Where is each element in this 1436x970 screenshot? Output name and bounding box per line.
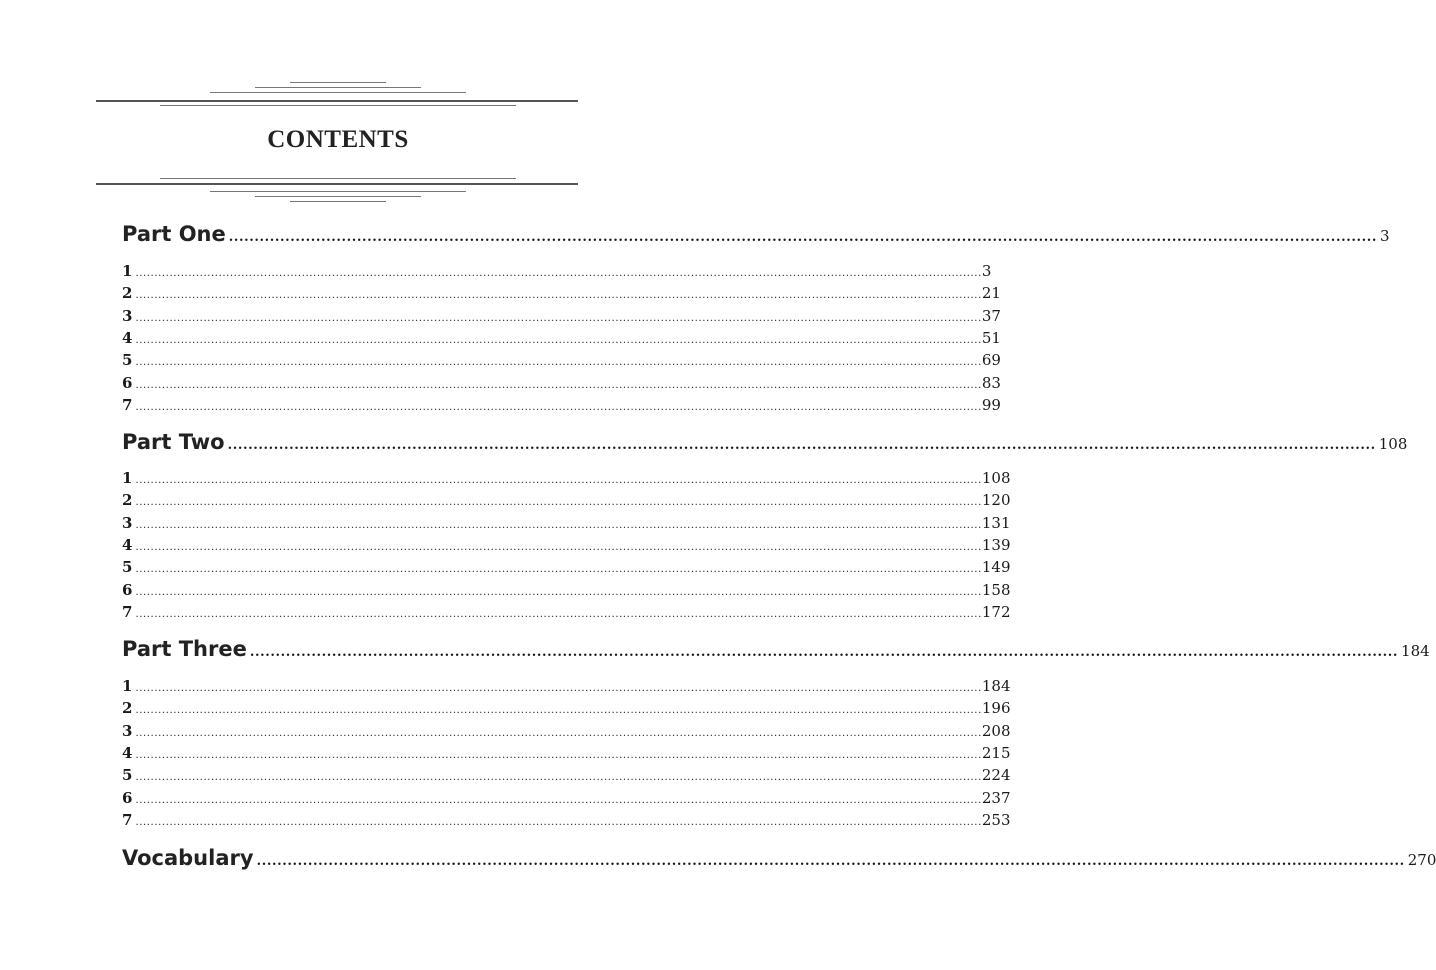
- toc-chapter-entry[interactable]: [122, 328, 1001, 347]
- toc-chapter-entry[interactable]: [122, 721, 1011, 740]
- toc-chapter-entry[interactable]: [122, 262, 992, 280]
- chapter-number: 5: [122, 558, 133, 577]
- page-number: 196: [981, 699, 1011, 718]
- chapter-number: 6: [122, 580, 133, 599]
- page-number: 139: [981, 535, 1011, 554]
- toc-chapter-entry[interactable]: [122, 788, 1011, 807]
- section-title: Part Two: [122, 430, 225, 454]
- chapter-number: 2: [122, 491, 133, 510]
- toc-chapter-entry[interactable]: [122, 766, 1011, 785]
- page-number: 108: [1378, 435, 1408, 453]
- dot-leader: ................................................................................................................................................................................................................................: [135, 401, 982, 413]
- section-title: Part One: [122, 222, 226, 246]
- dot-leader: ................................................................................................................................................................................................................................: [135, 312, 982, 324]
- dot-leader: ................................................................................................................................................................................................................................: [249, 645, 1399, 660]
- toc-chapter-entry[interactable]: [122, 677, 1011, 695]
- dot-leader: ................................................................................................................................................................................................................................: [135, 334, 982, 346]
- dot-leader: ................................................................................................................................................................................................................................: [135, 705, 982, 717]
- toc-chapter-entry[interactable]: [122, 810, 1011, 829]
- chapter-number: 3: [122, 513, 133, 532]
- toc-chapter-entry[interactable]: [122, 743, 1011, 762]
- chapter-number: 1: [122, 677, 133, 695]
- dot-leader: ................................................................................................................................................................................................................................: [135, 816, 982, 828]
- chapter-number: 4: [122, 743, 133, 762]
- toc-chapter-entry[interactable]: [122, 535, 1011, 554]
- chapter-number: 4: [122, 535, 133, 554]
- toc-chapter-entry[interactable]: [122, 284, 1001, 303]
- toc-chapter-entry[interactable]: [122, 469, 1011, 487]
- toc-chapter-entry[interactable]: [122, 558, 1011, 577]
- chapter-number: 6: [122, 788, 133, 807]
- dot-leader: ................................................................................................................................................................................................................................: [135, 497, 982, 509]
- dot-leader: ................................................................................................................................................................................................................................: [135, 772, 982, 784]
- dot-leader: ................................................................................................................................................................................................................................: [135, 608, 982, 620]
- page-number: 99: [981, 395, 1001, 414]
- toc-chapter-entry[interactable]: [122, 351, 1001, 370]
- page-number: 215: [981, 743, 1011, 762]
- page-number: 224: [981, 766, 1011, 785]
- dot-leader: ................................................................................................................................................................................................................................: [135, 379, 982, 391]
- chapter-number: 7: [122, 602, 133, 621]
- dot-leader: ................................................................................................................................................................................................................................: [135, 541, 982, 553]
- page-number: 69: [981, 351, 1001, 370]
- page-number: 120: [981, 491, 1011, 510]
- dot-leader: ................................................................................................................................................................................................................................: [135, 290, 982, 302]
- chapter-number: 3: [122, 721, 133, 740]
- chapter-number: 7: [122, 810, 133, 829]
- dot-leader: ................................................................................................................................................................................................................................: [135, 519, 982, 531]
- page-title: CONTENTS: [267, 126, 409, 153]
- chapter-number: 2: [122, 284, 133, 303]
- dot-leader: ................................................................................................................................................................................................................................: [135, 357, 982, 369]
- section-title: Part Three: [122, 637, 247, 661]
- page-number: 172: [981, 602, 1011, 621]
- toc-section-entry[interactable]: [122, 637, 1430, 661]
- toc-section-entry[interactable]: [122, 846, 1436, 870]
- dot-leader: ................................................................................................................................................................................................................................: [135, 268, 982, 279]
- page-number: 108: [981, 469, 1011, 487]
- chapter-number: 5: [122, 351, 133, 370]
- toc-chapter-entry[interactable]: [122, 373, 1001, 392]
- page-number: 184: [981, 677, 1011, 695]
- dot-leader: ................................................................................................................................................................................................................................: [256, 854, 1405, 869]
- page-number: 37: [981, 306, 1001, 325]
- page-number: 237: [981, 788, 1011, 807]
- toc-chapter-entry[interactable]: [122, 602, 1011, 621]
- chapter-number: 6: [122, 373, 133, 392]
- dot-leader: ................................................................................................................................................................................................................................: [135, 475, 982, 486]
- dot-leader: ................................................................................................................................................................................................................................: [135, 586, 982, 598]
- page-number: 3: [981, 262, 992, 280]
- chapter-number: 4: [122, 328, 133, 347]
- dot-leader: ................................................................................................................................................................................................................................: [135, 564, 982, 576]
- toc-chapter-entry[interactable]: [122, 699, 1011, 718]
- page-number: 253: [981, 810, 1011, 829]
- dot-leader: ................................................................................................................................................................................................................................: [135, 683, 982, 694]
- dot-leader: ................................................................................................................................................................................................................................: [135, 749, 982, 761]
- chapter-number: 2: [122, 699, 133, 718]
- chapter-number: 1: [122, 262, 133, 280]
- dot-leader: ................................................................................................................................................................................................................................: [135, 794, 982, 806]
- page-number: 83: [981, 373, 1001, 392]
- page-number: 51: [981, 328, 1001, 347]
- page-number: 208: [981, 721, 1011, 740]
- page-number: 158: [981, 580, 1011, 599]
- toc-chapter-entry[interactable]: [122, 395, 1001, 414]
- toc-chapter-entry[interactable]: [122, 491, 1011, 510]
- toc-chapter-entry[interactable]: [122, 306, 1001, 325]
- table-of-contents: [122, 0, 1436, 970]
- toc-chapter-entry[interactable]: [122, 580, 1011, 599]
- chapter-number: 1: [122, 469, 133, 487]
- section-title: Vocabulary: [122, 846, 254, 870]
- chapter-number: 7: [122, 395, 133, 414]
- toc-section-entry[interactable]: [122, 430, 1408, 454]
- page-number: 131: [981, 513, 1011, 532]
- page-number: 149: [981, 558, 1011, 577]
- dot-leader: ................................................................................................................................................................................................................................: [228, 230, 1377, 245]
- page-number: 3: [1379, 227, 1390, 245]
- chapter-number: 5: [122, 766, 133, 785]
- toc-chapter-entry[interactable]: [122, 513, 1011, 532]
- page-number: 270: [1407, 851, 1436, 869]
- toc-section-entry[interactable]: [122, 222, 1390, 246]
- chapter-number: 3: [122, 306, 133, 325]
- dot-leader: ................................................................................................................................................................................................................................: [135, 727, 982, 739]
- page-number: 184: [1401, 642, 1430, 660]
- page-number: 21: [981, 284, 1001, 303]
- dot-leader: ................................................................................................................................................................................................................................: [227, 438, 1376, 453]
